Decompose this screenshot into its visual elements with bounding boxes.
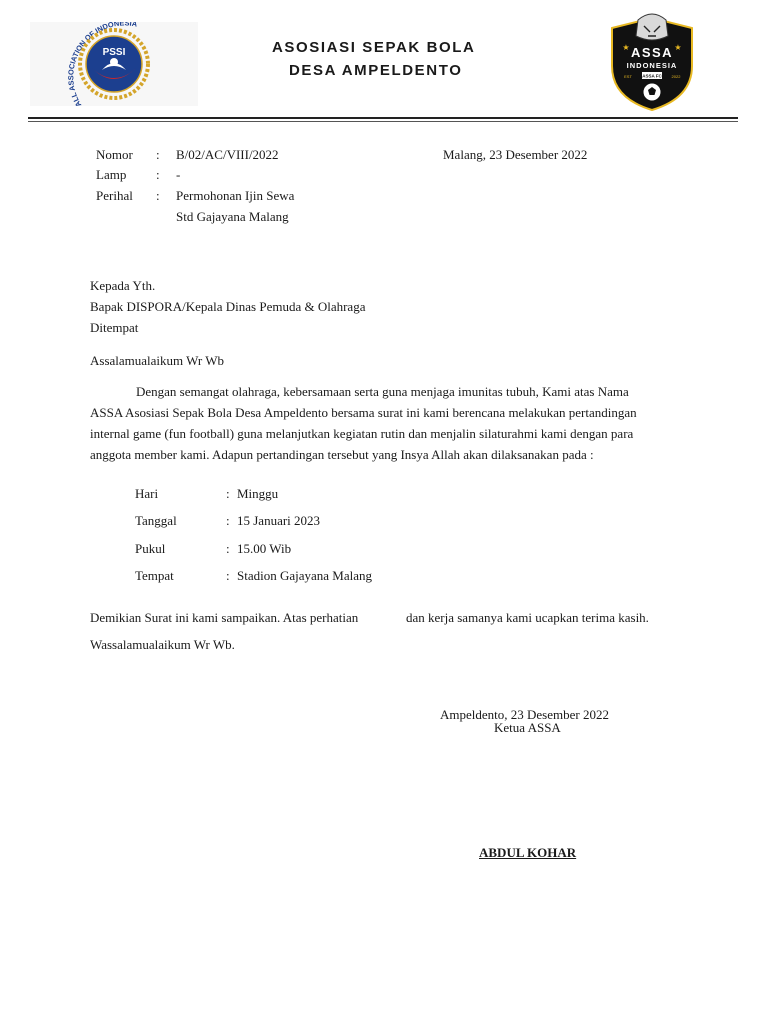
assa-logo-badge: ASSA FC	[642, 73, 662, 79]
pssi-ring-text: FOOTBALL ASSOCIATION OF INDONESIA	[66, 22, 139, 106]
tanggal-value: 15 Januari 2023	[237, 513, 321, 528]
tanggal-label: Tanggal	[135, 513, 177, 528]
nomor-value: B/02/AC/VIII/2022	[176, 147, 279, 162]
header-divider-thick	[28, 117, 738, 119]
lamp-separator: :	[156, 167, 160, 182]
tempat-label: Tempat	[135, 568, 174, 583]
assa-logo	[604, 10, 700, 114]
assa-logo-subtitle: INDONESIA	[626, 61, 678, 70]
body-line3: internal game (fun football) guna melanjutkan kegiatan rutin dan menjalin silaturahmi kami dengan para	[90, 426, 634, 441]
signature-title: Ketua ASSA	[494, 720, 561, 735]
letter-place-date: Malang, 23 Desember 2022	[443, 147, 588, 162]
hari-value: Minggu	[237, 486, 279, 501]
pssi-emblem-icon	[30, 22, 198, 106]
pssi-label: PSSI	[102, 47, 126, 58]
body-line4: anggota member kami. Adapun pertandingan tersebut yang Insya Allah akan dilaksanakan pada :	[90, 447, 594, 462]
perihal-value-line2: Std Gajayana Malang	[176, 209, 289, 224]
greeting: Assalamualaikum Wr Wb	[90, 353, 225, 368]
closing-part2: dan kerja samanya kami ucapkan terima kasih.	[406, 610, 649, 625]
svg-text:★: ★	[674, 43, 682, 52]
perihal-label: Perihal	[96, 188, 133, 203]
assa-tiger-shield-icon	[604, 10, 700, 114]
closing-salam: Wassalamualaikum Wr Wb.	[90, 637, 235, 652]
pukul-label: Pukul	[135, 541, 166, 556]
perihal-value-line1: Permohonan Ijin Sewa	[176, 188, 295, 203]
hari-label: Hari	[135, 486, 159, 501]
recipient-line1: Kepada Yth.	[90, 278, 156, 293]
pukul-separator: :	[226, 541, 230, 556]
tanggal-separator: :	[226, 513, 230, 528]
svg-text:★: ★	[622, 43, 630, 52]
nomor-separator: :	[156, 147, 160, 162]
tempat-value: Stadion Gajayana Malang	[237, 568, 373, 583]
body-line1: Dengan semangat olahraga, kebersamaan serta guna menjaga imunitas tubuh, Kami atas Nama	[136, 384, 629, 399]
assa-logo-est: EST	[624, 74, 632, 79]
pukul-value: 15.00 Wib	[237, 541, 292, 556]
hari-separator: :	[226, 486, 230, 501]
assa-logo-year: 2022	[671, 74, 681, 79]
nomor-label: Nomor	[96, 147, 133, 162]
pssi-logo	[30, 22, 198, 106]
lamp-label: Lamp	[96, 167, 127, 182]
lamp-value: -	[176, 167, 181, 182]
signature-place-date: Ampeldento, 23 Desember 2022	[440, 707, 609, 722]
body-paragraph	[90, 381, 690, 465]
body-line2: ASSA Asosiasi Sepak Bola Desa Ampeldento bersama surat ini kami berencana melakukan pertandingan	[90, 405, 637, 420]
assa-logo-title: ASSA	[630, 45, 674, 60]
org-name-line1: ASOSIASI SEPAK BOLA	[272, 39, 476, 56]
closing-part1: Demikian Surat ini kami sampaikan. Atas perhatian	[90, 610, 359, 625]
recipient-line2: Bapak DISPORA/Kepala Dinas Pemuda & Olahraga	[90, 299, 366, 314]
perihal-separator: :	[156, 188, 160, 203]
signature-name: ABDUL KOHAR	[479, 845, 577, 860]
org-name-line2: DESA AMPELDENTO	[289, 62, 463, 79]
header-divider-thin	[28, 121, 738, 122]
recipient-line3: Ditempat	[90, 320, 139, 335]
tempat-separator: :	[226, 568, 230, 583]
